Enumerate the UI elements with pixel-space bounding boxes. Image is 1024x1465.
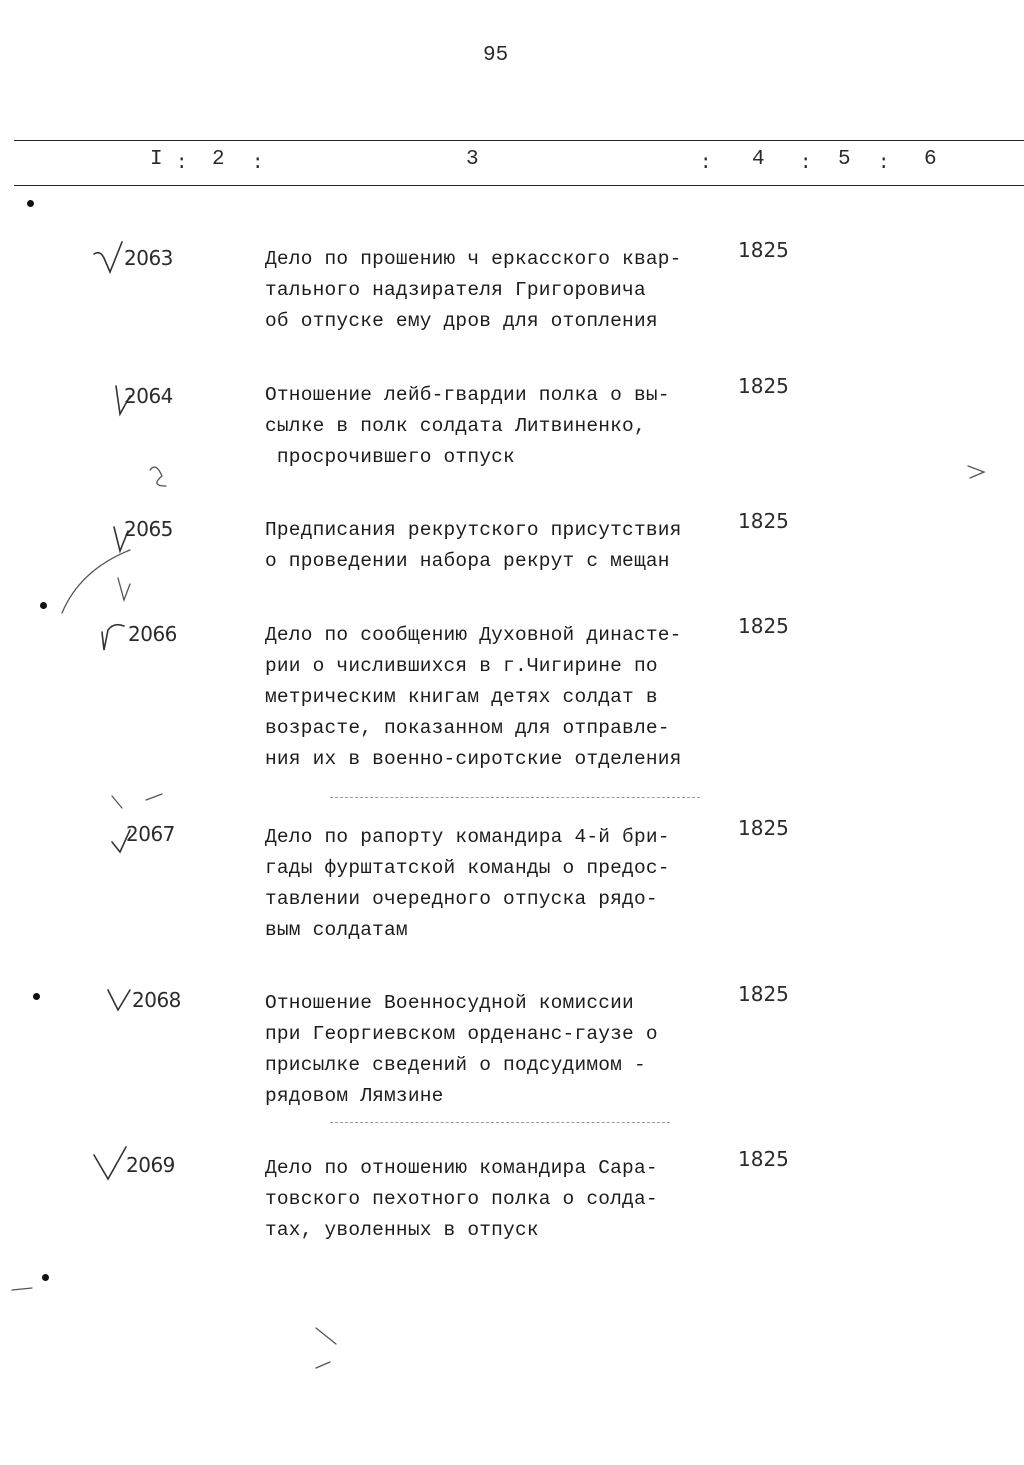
column-separator: : — [252, 152, 264, 174]
column-header-2: 2 — [212, 148, 225, 171]
record-description — [265, 1153, 735, 1246]
record-year: 1825 — [738, 1147, 789, 1171]
page-number: 95 — [483, 44, 509, 67]
description-line: гады фурштатской команды о предос- — [265, 857, 670, 879]
record-description — [265, 822, 735, 946]
description-line: Дело по прошению ч еркасского квар- — [265, 248, 682, 270]
column-header-6: 6 — [924, 148, 937, 171]
column-separator: : — [176, 152, 188, 174]
description-line: тах, уволенных в отпуск — [265, 1219, 539, 1241]
description-line: присылке сведений о подсудимом - — [265, 1054, 646, 1076]
column-header-1: I — [150, 148, 163, 171]
record-number: 2066 — [128, 622, 177, 646]
column-header-4: 4 — [752, 148, 765, 171]
punch-hole-mark — [33, 993, 40, 1000]
description-line: тавлении очередного отпуска рядо- — [265, 888, 658, 910]
dotted-divider — [330, 1122, 670, 1123]
description-line: рядовом Лямзине — [265, 1085, 444, 1107]
description-line: сылке в полк солдата Литвиненко, — [265, 415, 646, 437]
description-line: вым солдатам — [265, 919, 408, 941]
record-number: 2069 — [126, 1153, 175, 1177]
record-number: 2068 — [132, 988, 181, 1012]
record-description — [265, 244, 735, 337]
record-description — [265, 620, 735, 775]
description-line: Дело по рапорту командира 4-й бри- — [265, 826, 670, 848]
record-year: 1825 — [738, 816, 789, 840]
description-line: метрическим книгам детях солдат в — [265, 686, 658, 708]
description-line: об отпуске ему дров для отопления — [265, 310, 658, 332]
description-line: Отношение лейб-гвардии полка о вы- — [265, 384, 670, 406]
record-description — [265, 988, 735, 1112]
description-line: товского пехотного полка о солда- — [265, 1188, 658, 1210]
record-year: 1825 — [738, 614, 789, 638]
description-line: ния их в военно-сиротские отделения — [265, 748, 682, 770]
description-line: при Георгиевском орденанс-гаузе о — [265, 1023, 658, 1045]
header-rule-top — [14, 140, 1024, 141]
punch-hole-mark — [27, 200, 34, 207]
description-line: тального надзирателя Григоровича — [265, 279, 646, 301]
header-rule-bottom — [14, 185, 1024, 186]
description-line: просрочившего отпуск — [265, 446, 515, 468]
description-line: возрасте, показанном для отправле- — [265, 717, 670, 739]
record-number: 2067 — [126, 822, 175, 846]
record-number: 2064 — [124, 384, 173, 408]
column-separator: : — [800, 152, 812, 174]
description-line: о проведении набора рекрут с мещан — [265, 550, 670, 572]
dotted-divider — [330, 797, 700, 798]
record-year: 1825 — [738, 982, 789, 1006]
record-year: 1825 — [738, 509, 789, 533]
punch-hole-mark — [42, 1274, 49, 1281]
column-header-3: 3 — [466, 148, 479, 171]
column-header-5: 5 — [838, 148, 851, 171]
description-line: Предписания рекрутского присутствия — [265, 519, 682, 541]
description-line: Дело по отношению командира Сара- — [265, 1157, 658, 1179]
column-separator: : — [700, 152, 712, 174]
record-year: 1825 — [738, 238, 789, 262]
record-number: 2065 — [124, 517, 173, 541]
column-separator: : — [878, 152, 890, 174]
record-number: 2063 — [124, 246, 173, 270]
punch-hole-mark — [40, 602, 47, 609]
description-line: Дело по сообщению Духовной династе- — [265, 624, 682, 646]
record-description — [265, 380, 735, 473]
record-description — [265, 515, 735, 577]
record-year: 1825 — [738, 374, 789, 398]
description-line: рии о числившихся в г.Чигирине по — [265, 655, 658, 677]
description-line: Отношение Военносудной комиссии — [265, 992, 634, 1014]
